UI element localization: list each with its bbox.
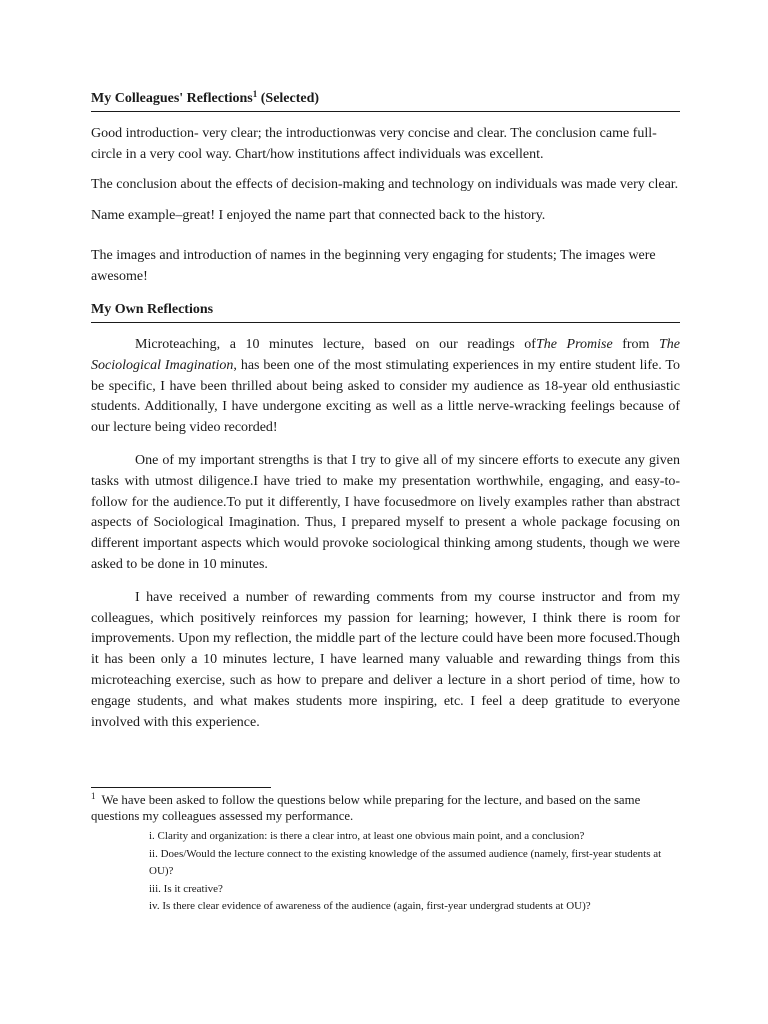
colleague-comment: The images and introduction of names in the beginning very engaging for students; The images were awesome! — [91, 248, 656, 284]
footnote-question: iii. Is it creative? — [149, 882, 223, 895]
colleague-comment: Name example–great! I enjoyed the name part that connected back to the history. — [91, 207, 546, 223]
colleague-comment: Good introduction- very clear; the introductionwas very concise and clear. The conclusion came full-circle in a very cool way. Chart/how institutions affect individuals was excellent. — [91, 126, 657, 162]
reflection-paragraph: Microteaching, a 10 minutes lecture, based on our readings ofThe Promise from The Sociological Imagination, has been one of the most stimulating experiences in my entire student life. To be specific, I have been thrilled about being asked to consider my audience as 18-year old enthusiastic students. Additionally, I have undergone exciting as well as a little nerve-wracking feelings because of our lecture being video recorded! — [91, 337, 681, 436]
document-page — [91, 90, 680, 733]
footnote — [91, 792, 680, 916]
reflection-paragraph: I have received a number of rewarding comments from my course instructor and from my colleagues, which positively reinforces my passion for learning; however, I think there is room for improvements. Upon my reflection, the middle part of the lecture could have been more focused.Though it has been only a 10 minutes lecture, I have learned many valuable and rewarding things from this microteaching exercise, such as how to prepare and deliver a lecture in a short period of time, how to engage students, and what makes students more inspiring, etc. I feel a deep gratitude to everyone involved with this experience. — [91, 589, 680, 730]
footnote-question: i. Clarity and organization: is there a clear intro, at least one obvious main point, and a conclusion? — [149, 830, 585, 842]
colleagues-reflections-heading: My Colleagues' Reflections$^1$ (Selected) — [91, 90, 680, 112]
footnote-question-list — [91, 828, 680, 916]
colleague-comment: The conclusion about the effects of decision-making and technology on individuals was made very clear. — [91, 177, 679, 192]
footnote-question: iv. Is there clear evidence of awareness of the audience (again, first-year undergrad students at OU)? — [149, 900, 591, 912]
book-title: The Promise — [535, 337, 613, 352]
footnote-question: ii. Does/Would the lecture connect to the existing knowledge of the assumed audience (namely, first-year students at OU)? — [149, 847, 662, 877]
footnote-ref-marker: 1 — [252, 89, 258, 99]
reflection-paragraph: One of my important strengths is that I try to give all of my sincere efforts to execute any given tasks with utmost diligence.I have tried to make my presentation worthwhile, engaging, and easy-to-follow for the audience.To put it differently, I have focusedmore on lively examples rather than abstract aspects of Sociological Imagination. Thus, I prepared myself to present a whole package focusing on different important aspects which would provoke sociological thinking among students, though we were asked to be done in 10 minutes. — [91, 452, 680, 572]
footnote-text: $^1$ We have been asked to follow the questions below while preparing for the lecture, and based on the same questions my colleagues assessed my performance. — [91, 791, 641, 823]
book-title: The Sociological Imagination — [91, 337, 681, 373]
own-reflections-heading: My Own Reflections — [91, 301, 680, 323]
footnote-separator — [91, 787, 271, 788]
footnote-marker: 1 — [91, 791, 96, 801]
